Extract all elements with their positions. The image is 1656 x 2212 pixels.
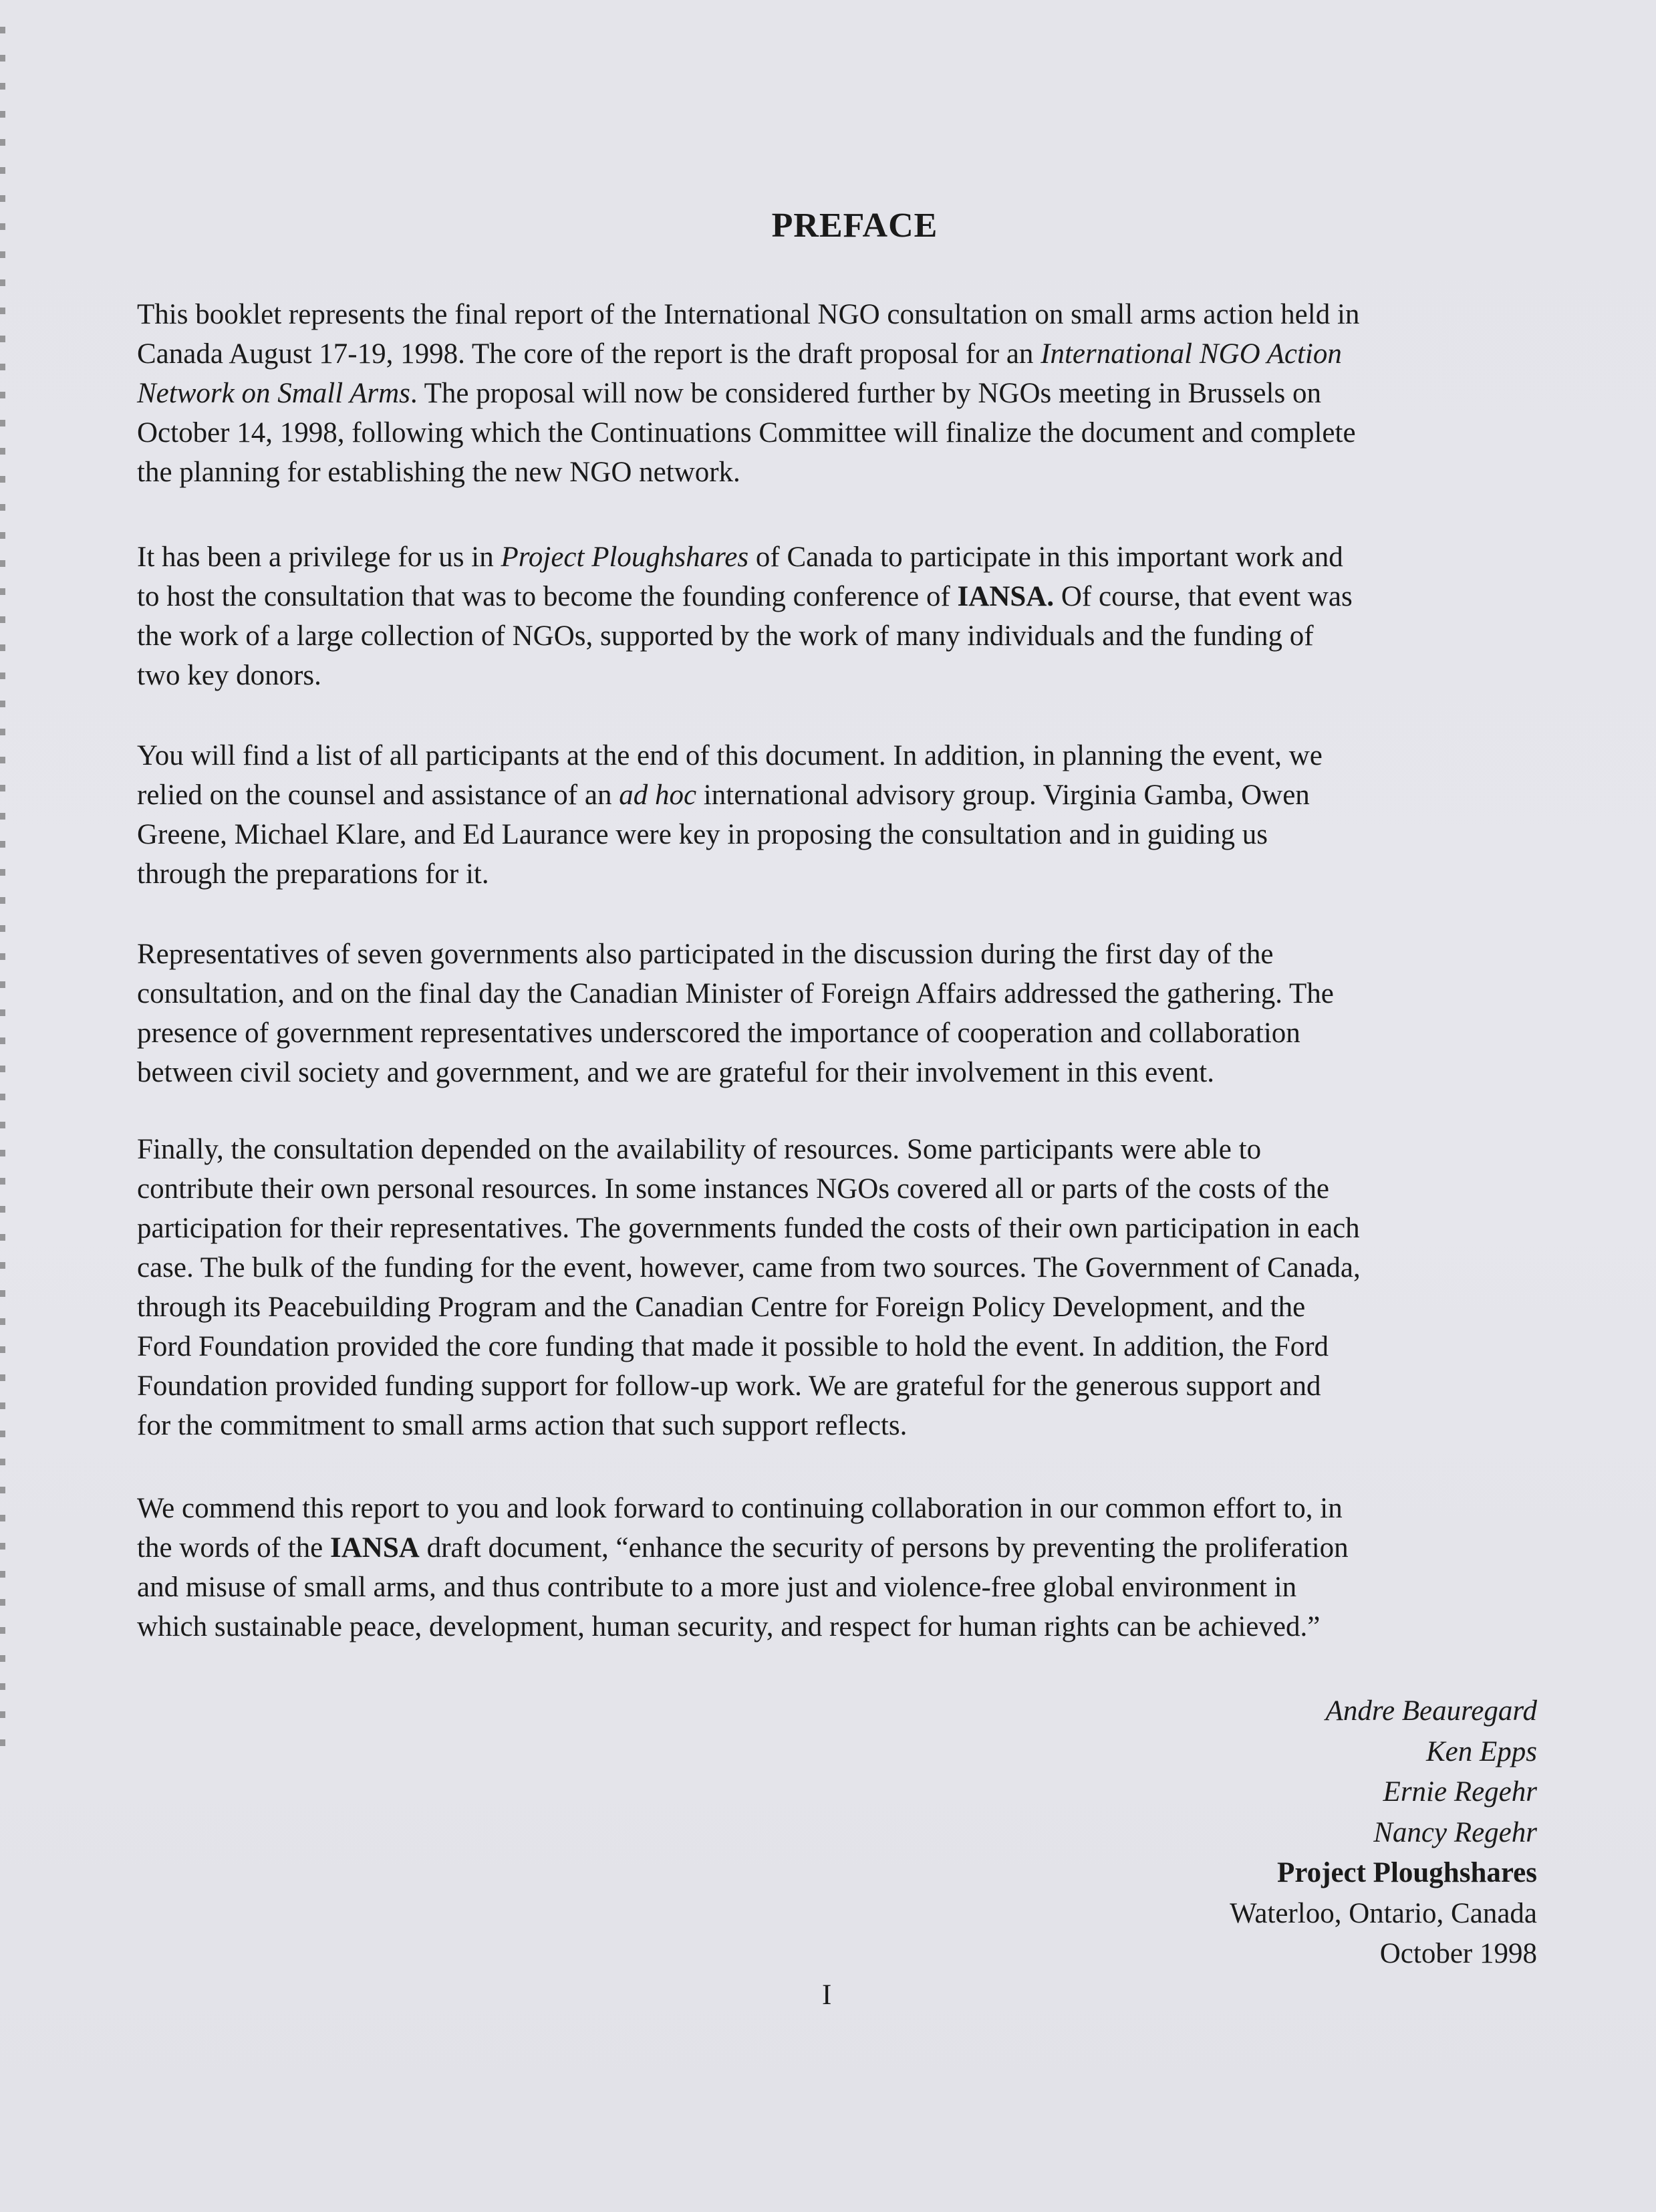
spiral-binding-edge bbox=[0, 27, 5, 1765]
text-line bbox=[137, 1528, 1540, 1568]
text-line bbox=[137, 577, 1540, 616]
italic-text: Network on Small Arms bbox=[137, 378, 410, 409]
paragraph-participants bbox=[137, 736, 1540, 894]
text-run: draft document, “enhance the security of persons by preventing the proliferation bbox=[419, 1532, 1349, 1564]
signatory-name: Ken Epps bbox=[1425, 1735, 1537, 1767]
bold-text: IANSA bbox=[330, 1532, 420, 1564]
text-line: between civil society and government, and we are grateful for their involvement in this event. bbox=[137, 1057, 1214, 1088]
signatory-name: Andre Beauregard bbox=[1325, 1695, 1537, 1727]
text-run: It has been a privilege for us in bbox=[137, 541, 501, 573]
signatory-name: Ernie Regehr bbox=[1383, 1776, 1537, 1808]
text-run: Canada August 17-19, 1998. The core of the report is the draft proposal for an bbox=[137, 338, 1041, 370]
text-run: Of course, that event was bbox=[1054, 581, 1353, 612]
text-run: relied on the counsel and assistance of an bbox=[137, 779, 619, 811]
text-line: presence of government representatives underscored the importance of cooperation and collaboration bbox=[137, 1017, 1300, 1049]
italic-text: Project Ploughshares bbox=[501, 541, 749, 573]
text-run: international advisory group. Virginia Gamba, Owen bbox=[696, 779, 1310, 811]
location: Waterloo, Ontario, Canada bbox=[1230, 1897, 1537, 1929]
text-line: This booklet represents the final report of the International NGO consultation on small arms action held in bbox=[137, 299, 1360, 330]
page-title: PREFACE bbox=[771, 207, 938, 245]
paragraph-intro bbox=[137, 295, 1540, 492]
text-line: participation for their representatives. The governments funded the costs of their own participation in each bbox=[137, 1213, 1360, 1244]
text-line bbox=[137, 374, 1540, 413]
text-run: the words of the bbox=[137, 1532, 330, 1564]
text-run: . The proposal will now be considered further by NGOs meeting in Brussels on bbox=[410, 378, 1321, 409]
text-line: Foundation provided funding support for follow-up work. We are grateful for the generous support and bbox=[137, 1370, 1321, 1402]
text-line: case. The bulk of the funding for the event, however, came from two sources. The Government of Canada, bbox=[137, 1252, 1361, 1283]
bold-text: IANSA. bbox=[957, 581, 1055, 612]
text-line: contribute their own personal resources. In some instances NGOs covered all or parts of the costs of the bbox=[137, 1173, 1329, 1205]
text-line: Ford Foundation provided the core funding that made it possible to hold the event. In addition, the Ford bbox=[137, 1331, 1329, 1362]
date: October 1998 bbox=[1379, 1938, 1537, 1969]
signatory-name: Nancy Regehr bbox=[1373, 1816, 1537, 1848]
paragraph-resources bbox=[137, 1130, 1540, 1445]
paragraph-commendation bbox=[137, 1489, 1540, 1646]
page-number: I bbox=[822, 1979, 832, 2011]
paragraph-privilege bbox=[137, 537, 1540, 695]
text-line bbox=[137, 334, 1540, 374]
text-line: and misuse of small arms, and thus contribute to a more just and violence-free global environment in bbox=[137, 1572, 1297, 1603]
text-line: consultation, and on the final day the Canadian Minister of Foreign Affairs addressed the gathering. The bbox=[137, 978, 1334, 1009]
text-line: We commend this report to you and look forward to continuing collaboration in our common effort to, in bbox=[137, 1493, 1343, 1524]
text-line: the planning for establishing the new NGO network. bbox=[137, 457, 740, 488]
italic-text: International NGO Action bbox=[1041, 338, 1342, 370]
text-line bbox=[137, 537, 1540, 577]
text-line: Finally, the consultation depended on the availability of resources. Some participants were able to bbox=[137, 1134, 1262, 1165]
text-line: Greene, Michael Klare, and Ed Laurance were key in proposing the consultation and in guiding us bbox=[137, 819, 1268, 850]
signature-block bbox=[1230, 1691, 1537, 1975]
text-line: through its Peacebuilding Program and the Canadian Centre for Foreign Policy Development, and the bbox=[137, 1292, 1306, 1323]
text-line: for the commitment to small arms action that such support reflects. bbox=[137, 1410, 908, 1441]
text-line: October 14, 1998, following which the Continuations Committee will finalize the document and complete bbox=[137, 417, 1356, 449]
italic-text: ad hoc bbox=[619, 779, 697, 811]
text-line bbox=[137, 775, 1540, 815]
text-run: to host the consultation that was to become the founding conference of bbox=[137, 581, 958, 612]
text-line: You will find a list of all participants at the end of this document. In addition, in planning the event, we bbox=[137, 740, 1323, 771]
text-line: through the preparations for it. bbox=[137, 858, 489, 890]
text-line: the work of a large collection of NGOs, supported by the work of many individuals and the funding of bbox=[137, 620, 1314, 652]
text-line: two key donors. bbox=[137, 660, 321, 691]
paragraph-governments bbox=[137, 935, 1540, 1092]
text-run: of Canada to participate in this important work and bbox=[748, 541, 1343, 573]
organization-name: Project Ploughshares bbox=[1277, 1857, 1537, 1888]
text-line: which sustainable peace, development, human security, and respect for human rights can be achieved.” bbox=[137, 1611, 1321, 1642]
text-line: Representatives of seven governments also participated in the discussion during the first day of the bbox=[137, 939, 1274, 970]
